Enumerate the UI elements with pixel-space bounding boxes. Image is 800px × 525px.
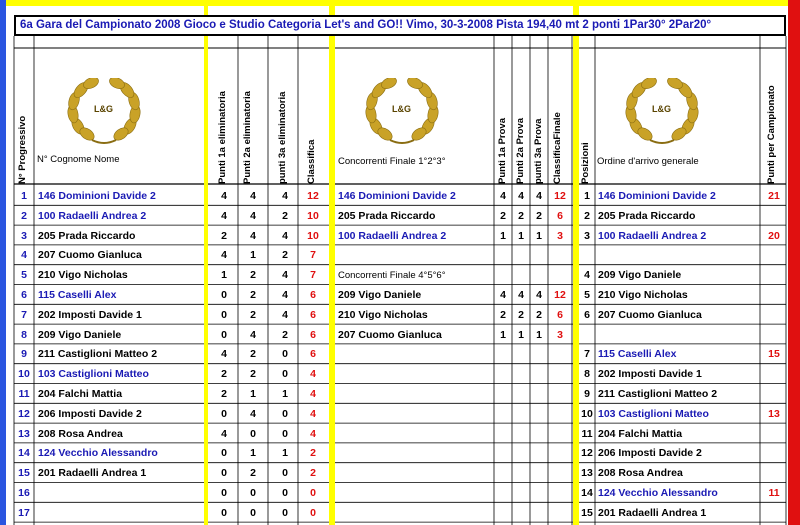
order-row-position: 2 bbox=[584, 209, 590, 222]
elim-row-p2: 2 bbox=[250, 467, 256, 480]
order-row-points bbox=[762, 503, 786, 523]
logo-text-middle: L&G bbox=[392, 104, 411, 114]
elim-row-p2: 2 bbox=[250, 289, 256, 301]
elim-row-classifica: 0 bbox=[310, 506, 316, 519]
elim-row-p2: 4 bbox=[250, 209, 256, 222]
order-row-points bbox=[762, 285, 786, 305]
order-row-name: 210 Vigo Nicholas bbox=[598, 289, 688, 301]
elim-row-name: 103 Castiglioni Matteo bbox=[38, 368, 149, 381]
finale-456-label: Concorrenti Finale 4°5°6° bbox=[338, 270, 446, 281]
elim-row-classifica: 2 bbox=[310, 447, 316, 460]
elim-row-classifica: 4 bbox=[310, 427, 316, 440]
elim-row-number: 13 bbox=[18, 427, 30, 440]
final-row-classifica: 3 bbox=[557, 328, 563, 341]
order-row-name: 201 Radaelli Andrea 1 bbox=[598, 506, 707, 519]
elim-row-p2: 4 bbox=[250, 190, 256, 202]
elim-row-classifica: 6 bbox=[310, 289, 316, 301]
final-row-name: 209 Vigo Daniele bbox=[338, 289, 422, 301]
final-row-classifica: 6 bbox=[557, 308, 563, 321]
order-row-points bbox=[762, 325, 786, 345]
header-cognome-nome: N° Cognome Nome bbox=[37, 154, 120, 165]
order-row-name: 100 Radaelli Andrea 2 bbox=[598, 229, 707, 242]
final-row-p3: 4 bbox=[536, 289, 542, 301]
order-row-name: 103 Castiglioni Matteo bbox=[598, 407, 709, 420]
elim-row-classifica: 12 bbox=[307, 190, 319, 202]
elim-row-p1: 4 bbox=[221, 348, 227, 361]
final-row-p2: 2 bbox=[518, 308, 524, 321]
final-row-p2: 1 bbox=[518, 328, 524, 341]
order-row-position: 14 bbox=[581, 487, 593, 499]
elim-row-p3: 0 bbox=[282, 348, 288, 361]
order-row-name: 205 Prada Riccardo bbox=[598, 209, 696, 222]
elim-row-name: 206 Imposti Davide 2 bbox=[38, 407, 142, 420]
order-row-name: 202 Imposti Davide 1 bbox=[598, 368, 702, 381]
final-row-classifica: 6 bbox=[557, 209, 563, 222]
elim-row-name: 100 Radaelli Andrea 2 bbox=[38, 209, 147, 222]
elim-row-name: 210 Vigo Nicholas bbox=[38, 269, 128, 282]
elim-row-classifica: 10 bbox=[307, 209, 319, 222]
elim-row-name: 208 Rosa Andrea bbox=[38, 427, 123, 440]
order-row-points bbox=[762, 364, 786, 384]
order-row-points bbox=[762, 443, 786, 463]
elim-row-p1: 2 bbox=[221, 229, 227, 242]
final-row-p2: 2 bbox=[518, 209, 524, 222]
elim-row-p1: 4 bbox=[221, 427, 227, 440]
order-row-points: 11 bbox=[768, 487, 780, 499]
elim-row-classifica: 2 bbox=[310, 467, 316, 480]
elim-row-name bbox=[38, 503, 203, 523]
yellow-column-separator bbox=[204, 0, 208, 525]
elim-row-classifica: 4 bbox=[310, 388, 316, 400]
order-row-position: 15 bbox=[581, 506, 593, 519]
elim-row-p2: 1 bbox=[250, 388, 256, 400]
elim-row-p2: 4 bbox=[250, 407, 256, 420]
final-row-classifica: 12 bbox=[554, 289, 566, 301]
elim-row-name: 209 Vigo Daniele bbox=[38, 328, 122, 341]
final-row-p1: 2 bbox=[500, 209, 506, 222]
elim-row-number: 5 bbox=[21, 269, 27, 282]
order-row-points bbox=[762, 384, 786, 404]
order-row-position bbox=[578, 245, 596, 265]
elim-row-classifica: 4 bbox=[310, 407, 316, 420]
order-row-position: 7 bbox=[584, 348, 590, 361]
order-row-points bbox=[762, 305, 786, 325]
elim-row-p3: 4 bbox=[282, 308, 288, 321]
order-row-position: 13 bbox=[581, 467, 593, 480]
order-row-name: 124 Vecchio Alessandro bbox=[598, 487, 718, 499]
elim-row-p2: 2 bbox=[250, 269, 256, 282]
final-row-name: 100 Radaelli Andrea 2 bbox=[338, 229, 447, 242]
elim-row-name: 202 Imposti Davide 1 bbox=[38, 308, 142, 321]
elim-row-number: 9 bbox=[21, 348, 27, 361]
order-row-name: 206 Imposti Davide 2 bbox=[598, 447, 702, 460]
elim-row-p2: 2 bbox=[250, 348, 256, 361]
order-row-position: 8 bbox=[584, 368, 590, 381]
final-row-p2: 4 bbox=[518, 289, 524, 301]
order-row-points bbox=[762, 463, 786, 483]
order-row-name: 115 Caselli Alex bbox=[598, 348, 677, 361]
elim-row-p1: 0 bbox=[221, 487, 227, 499]
elim-row-p3: 2 bbox=[282, 249, 288, 262]
elim-row-number: 2 bbox=[21, 209, 27, 222]
elim-row-name: 201 Radaelli Andrea 1 bbox=[38, 467, 147, 480]
elim-row-p2: 2 bbox=[250, 368, 256, 381]
final-row-p3: 4 bbox=[536, 190, 542, 202]
header-punti-3a-prova: punti 3a Prova bbox=[533, 118, 544, 184]
order-row-name: 146 Dominioni Davide 2 bbox=[598, 190, 716, 202]
order-row-points bbox=[762, 265, 786, 285]
elim-row-p1: 2 bbox=[221, 368, 227, 381]
elim-row-number: 7 bbox=[21, 308, 27, 321]
elim-row-p2: 2 bbox=[250, 308, 256, 321]
elim-row-p1: 0 bbox=[221, 328, 227, 341]
elim-row-number: 8 bbox=[21, 328, 27, 341]
order-row-name bbox=[598, 325, 760, 345]
elim-row-classifica: 0 bbox=[310, 487, 316, 499]
elim-row-p1: 0 bbox=[221, 407, 227, 420]
elim-row-p1: 4 bbox=[221, 190, 227, 202]
order-row-position: 11 bbox=[581, 427, 593, 440]
elim-row-number: 4 bbox=[21, 249, 27, 262]
elim-row-classifica: 7 bbox=[310, 269, 316, 282]
order-row-points bbox=[762, 424, 786, 444]
elim-row-classifica: 6 bbox=[310, 308, 316, 321]
final-row-p3: 1 bbox=[536, 328, 542, 341]
elim-row-classifica: 6 bbox=[310, 348, 316, 361]
header-punti-3a-elim: punti 3a eliminatoria bbox=[277, 91, 288, 184]
elim-row-number: 12 bbox=[18, 407, 30, 420]
elim-row-p1: 4 bbox=[221, 209, 227, 222]
elim-row-p3: 2 bbox=[282, 328, 288, 341]
elim-row-p3: 4 bbox=[282, 229, 288, 242]
order-row-points: 15 bbox=[768, 348, 780, 361]
elim-row-p1: 0 bbox=[221, 506, 227, 519]
elim-row-p3: 1 bbox=[282, 447, 288, 460]
elim-row-name: 204 Falchi Mattia bbox=[38, 388, 123, 400]
order-row-position: 12 bbox=[581, 447, 593, 460]
final-row-p3: 2 bbox=[536, 209, 542, 222]
order-row-points: 20 bbox=[768, 229, 780, 242]
elim-row-p3: 0 bbox=[282, 487, 288, 499]
header-posizioni: Posizioni bbox=[580, 142, 591, 184]
elim-row-p3: 0 bbox=[282, 407, 288, 420]
order-row-points: 13 bbox=[768, 407, 780, 420]
logo-text-right: L&G bbox=[652, 104, 671, 114]
elim-row-classifica: 6 bbox=[310, 328, 316, 341]
elim-row-p2: 0 bbox=[250, 427, 256, 440]
order-row-points bbox=[762, 206, 786, 226]
order-row-name: 208 Rosa Andrea bbox=[598, 467, 683, 480]
final-row-p2: 1 bbox=[518, 229, 524, 242]
elim-row-number: 6 bbox=[21, 289, 27, 301]
order-row-name bbox=[598, 245, 760, 265]
header-punti-1a-elim: Punti 1a eliminatoria bbox=[217, 91, 228, 184]
page-title: 6a Gara del Campionato 2008 Gioco e Studio Categoria Let's and GO!! Vimo, 30-3-2008 Pista 194,40 mt 2 ponti 1Par30° 2Par20° bbox=[14, 15, 786, 36]
elim-row-p3: 1 bbox=[282, 388, 288, 400]
final-row-name: 146 Dominioni Davide 2 bbox=[338, 190, 456, 202]
elim-row-p3: 4 bbox=[282, 289, 288, 301]
header-classifica-finale: ClassificaFinale bbox=[552, 112, 563, 184]
elim-row-p2: 0 bbox=[250, 506, 256, 519]
final-row-p1: 4 bbox=[500, 289, 506, 301]
final-row-p1: 4 bbox=[500, 190, 506, 202]
order-row-name: 211 Castiglioni Matteo 2 bbox=[598, 388, 718, 400]
elim-row-classifica: 10 bbox=[307, 229, 319, 242]
elim-row-p1: 1 bbox=[221, 269, 227, 282]
elim-row-p1: 0 bbox=[221, 467, 227, 480]
logo-text-left: L&G bbox=[94, 104, 113, 114]
elim-row-p1: 0 bbox=[221, 308, 227, 321]
elim-row-p3: 0 bbox=[282, 467, 288, 480]
elim-row-number: 17 bbox=[18, 506, 30, 519]
header-punti-campionato: Punti per Campionato bbox=[766, 85, 777, 184]
elim-row-p3: 4 bbox=[282, 190, 288, 202]
elim-row-name: 124 Vecchio Alessandro bbox=[38, 447, 158, 460]
header-punti-2a-prova: Punti 2a Prova bbox=[515, 118, 526, 184]
header-progressivo: N° Progressivo bbox=[17, 115, 28, 184]
final-row-name: 205 Prada Riccardo bbox=[338, 209, 436, 222]
final-row-p3: 1 bbox=[536, 229, 542, 242]
header-punti-1a-prova: Punti 1a Prova bbox=[497, 118, 508, 184]
header-classifica: Classifica bbox=[306, 139, 317, 184]
order-row-name: 207 Cuomo Gianluca bbox=[598, 308, 702, 321]
order-row-position: 3 bbox=[584, 229, 590, 242]
elim-row-p1: 0 bbox=[221, 447, 227, 460]
yellow-column-separator bbox=[329, 0, 335, 525]
elim-row-name: 207 Cuomo Gianluca bbox=[38, 249, 142, 262]
elim-row-number: 11 bbox=[18, 388, 30, 400]
elim-row-p3: 2 bbox=[282, 209, 288, 222]
elim-row-p1: 0 bbox=[221, 289, 227, 301]
order-row-points bbox=[762, 245, 786, 265]
elim-row-classifica: 4 bbox=[310, 368, 316, 381]
final-row-classifica: 12 bbox=[554, 190, 566, 202]
elim-row-number: 16 bbox=[18, 487, 30, 499]
elim-row-name bbox=[38, 483, 203, 503]
elim-row-name: 205 Prada Riccardo bbox=[38, 229, 136, 242]
elim-row-p3: 0 bbox=[282, 506, 288, 519]
order-row-position: 4 bbox=[584, 269, 590, 282]
final-row-name: 207 Cuomo Gianluca bbox=[338, 328, 442, 341]
order-row-name: 204 Falchi Mattia bbox=[598, 427, 683, 440]
elim-row-p2: 0 bbox=[250, 487, 256, 499]
elim-row-p3: 0 bbox=[282, 427, 288, 440]
elim-row-number: 1 bbox=[21, 190, 27, 202]
header-finale-123: Concorrenti Finale 1°2°3° bbox=[338, 156, 446, 167]
elim-row-classifica: 7 bbox=[310, 249, 316, 262]
final-row-classifica: 3 bbox=[557, 229, 563, 242]
elim-row-number: 10 bbox=[18, 368, 30, 381]
elim-row-p2: 1 bbox=[250, 447, 256, 460]
header-ordine-arrivo: Ordine d'arrivo generale bbox=[597, 156, 699, 167]
elim-row-name: 115 Caselli Alex bbox=[38, 289, 117, 301]
order-row-position: 9 bbox=[584, 388, 590, 400]
header-punti-2a-elim: Punti 2a eliminatoria bbox=[242, 91, 253, 184]
final-row-p2: 4 bbox=[518, 190, 524, 202]
elim-row-name: 211 Castiglioni Matteo 2 bbox=[38, 348, 158, 361]
elim-row-p3: 0 bbox=[282, 368, 288, 381]
elim-row-number: 15 bbox=[18, 467, 30, 480]
order-row-position bbox=[578, 325, 596, 345]
order-row-position: 10 bbox=[581, 407, 593, 420]
final-row-p1: 1 bbox=[500, 328, 506, 341]
elim-row-number: 14 bbox=[18, 447, 30, 460]
elim-row-p2: 1 bbox=[250, 249, 256, 262]
order-row-points: 21 bbox=[768, 190, 780, 202]
final-row-name: 210 Vigo Nicholas bbox=[338, 308, 428, 321]
elim-row-p1: 2 bbox=[221, 388, 227, 400]
order-row-position: 1 bbox=[584, 190, 590, 202]
order-row-position: 6 bbox=[584, 308, 590, 321]
order-row-name: 209 Vigo Daniele bbox=[598, 269, 682, 282]
elim-row-name: 146 Dominioni Davide 2 bbox=[38, 190, 156, 202]
elim-row-p2: 4 bbox=[250, 229, 256, 242]
elim-row-p3: 4 bbox=[282, 269, 288, 282]
elim-row-p2: 4 bbox=[250, 328, 256, 341]
elim-row-number: 3 bbox=[21, 229, 27, 242]
final-row-p1: 1 bbox=[500, 229, 506, 242]
elim-row-p1: 4 bbox=[221, 249, 227, 262]
final-row-p1: 2 bbox=[500, 308, 506, 321]
final-row-p3: 2 bbox=[536, 308, 542, 321]
order-row-position: 5 bbox=[584, 289, 590, 301]
